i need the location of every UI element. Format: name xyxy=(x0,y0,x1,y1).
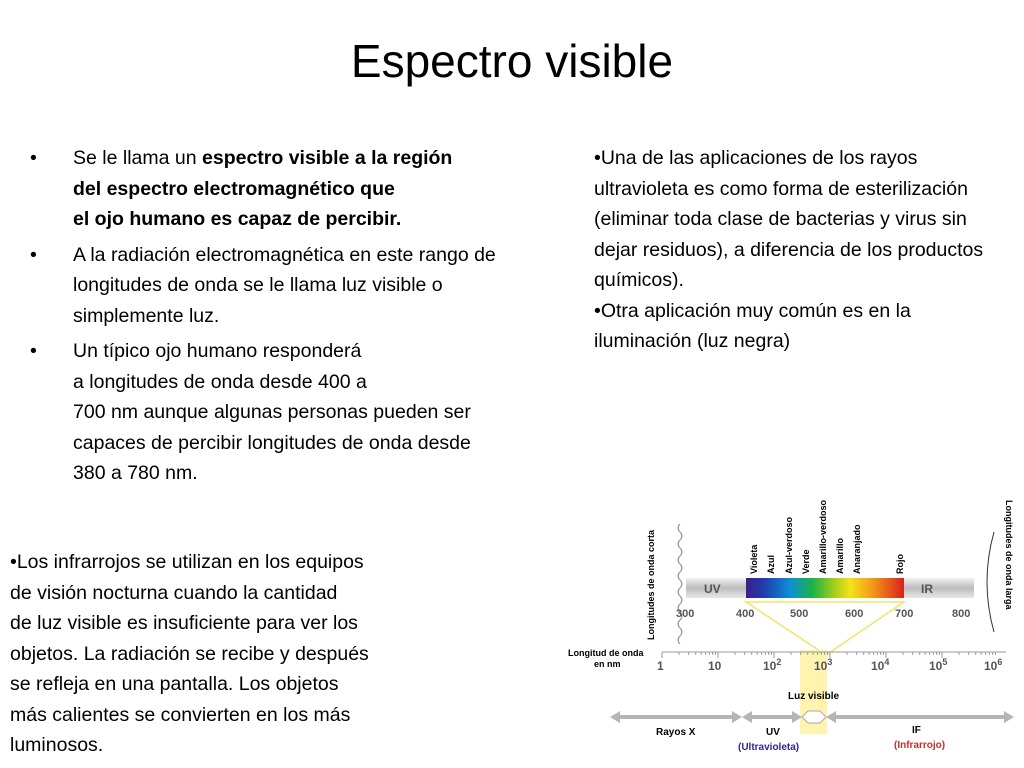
uv-band-label: UV xyxy=(704,582,721,596)
bullet-line: Un típico ojo humano responderá xyxy=(73,340,362,362)
ir-band xyxy=(904,578,974,598)
bullet-line xyxy=(73,204,555,235)
uv-bottom-label: UV xyxy=(766,727,780,738)
ir-arrow-head-left xyxy=(826,711,836,723)
spectrum-diagram xyxy=(558,490,1024,765)
if-sub: (Infrarrojo) xyxy=(894,740,946,751)
log-tick-label xyxy=(763,657,781,673)
left-bullet-list xyxy=(30,143,555,494)
bullet-line: 700 nm aunque algunas personas pueden ser xyxy=(73,401,471,423)
text-line: de visión nocturna cuando la cantidad xyxy=(10,581,338,604)
log-tick-label xyxy=(657,659,664,673)
nm-tick: 800 xyxy=(952,608,971,620)
nm-ticks xyxy=(676,608,970,620)
log-tick-base: 10 xyxy=(871,659,885,673)
wavelength-axis-label: Longitud de onda xyxy=(568,648,644,658)
log-tick-exp: 5 xyxy=(942,657,948,667)
log-tick-label xyxy=(708,659,722,673)
visible-light-label: Luz visible xyxy=(788,691,840,702)
bullet-line: a longitudes de onda desde 400 a xyxy=(73,370,367,393)
log-tick-exp: 6 xyxy=(997,657,1003,667)
log-tick-label xyxy=(984,657,1002,673)
log-tick-exp: 4 xyxy=(884,657,890,667)
color-label-anaranjado: Anaranjado xyxy=(852,524,862,574)
bullet-text: A la radiación electromagnética en este rango de longitudes de onda se le llama luz visible o simplemente luz. xyxy=(73,243,496,327)
log-tick-base: 10 xyxy=(929,659,943,673)
log-tick-label xyxy=(814,657,832,673)
paragraph: •Una de las aplicaciones de los rayos ultravioleta es como forma de esterilización (eliminar toda clase de bacterias y virus sin dejar residuos), a diferencia de los productos químicos). xyxy=(594,147,984,291)
log-tick-base: 10 xyxy=(763,659,777,673)
color-label-amarillo-verdoso: Amarillo-verdoso xyxy=(818,499,828,574)
bullet-item xyxy=(30,240,555,332)
bullet-line: capaces de percibir longitudes de onda desde xyxy=(73,431,471,454)
text-line: más calientes se convierten en los más xyxy=(10,703,351,726)
color-name-labels xyxy=(749,499,905,574)
short-wave-label: Longitudes de onda corta xyxy=(646,529,656,640)
bullet-bold-text: del espectro electromagnético que xyxy=(73,177,395,200)
bullet-item xyxy=(30,336,555,489)
color-label-azul: Azul xyxy=(766,555,776,574)
visible-band xyxy=(746,578,904,598)
bullet-marker: • xyxy=(30,147,37,169)
page-title: Espectro visible xyxy=(350,35,674,87)
xray-arrow-head-left xyxy=(610,711,620,723)
bullet-bold-text: el ojo humano es capaz de percibir. xyxy=(73,208,402,230)
log-tick-base: 10 xyxy=(984,659,998,673)
bullet-marker: • xyxy=(30,340,37,362)
paragraph: •Otra aplicación muy común es en la iluminación (luz negra) xyxy=(594,299,911,352)
wavelength-axis-unit: en nm xyxy=(594,659,621,669)
infrared-text xyxy=(10,547,450,761)
text-line: luminosos. xyxy=(10,734,104,756)
log-tick-base: 10 xyxy=(708,659,722,673)
log-tick-label xyxy=(871,657,889,673)
log-tick-exp: 2 xyxy=(776,657,782,667)
bullet-line: 380 a 780 nm. xyxy=(73,462,198,484)
bullet-item xyxy=(30,143,555,235)
nm-tick: 500 xyxy=(790,608,809,620)
log-tick-base: 1 xyxy=(657,659,664,673)
log-tick-exp: 3 xyxy=(827,657,833,667)
bullet-line xyxy=(73,143,555,174)
nm-tick: 300 xyxy=(676,608,695,620)
bullet-line xyxy=(73,174,555,205)
nm-tick: 400 xyxy=(736,608,755,620)
nm-tick: 600 xyxy=(845,608,864,620)
color-label-rojo: Rojo xyxy=(895,554,905,574)
bullet-marker: • xyxy=(30,243,37,266)
long-wave-bracket xyxy=(987,532,994,632)
text-line: se refleja en una pantalla. Los objetos xyxy=(10,673,339,695)
short-wave-squiggle xyxy=(678,524,682,644)
xray-arrow-head-right xyxy=(732,711,742,723)
uv-bottom-sub: (Ultravioleta) xyxy=(738,742,800,753)
text-line: objetos. La radiación se recibe y después xyxy=(10,642,369,665)
bullet-text: Se le llama un xyxy=(73,147,202,169)
text-line: •Los infrarrojos se utilizan en los equipos xyxy=(10,551,364,573)
color-label-violeta: Violeta xyxy=(749,544,759,574)
if-label: IF xyxy=(912,725,921,736)
nm-tick: 700 xyxy=(895,608,914,620)
uv-applications-text xyxy=(594,143,1004,357)
text-line: de luz visible es insuficiente para ver los xyxy=(10,612,358,634)
ir-arrow-head-right xyxy=(1004,711,1014,723)
long-wave-label: Longitudes de onda larga xyxy=(1004,500,1014,610)
xray-label: Rayos X xyxy=(656,727,696,738)
color-label-verde: Verde xyxy=(801,549,811,574)
color-label-amarillo: Amarillo xyxy=(835,537,845,574)
uv-arrow-head-left xyxy=(742,711,752,723)
log-tick-label xyxy=(929,657,947,673)
ir-band-label: IR xyxy=(921,582,933,596)
bullet-bold-text: espectro visible a la región xyxy=(202,147,453,169)
visible-range-arrow xyxy=(802,711,826,723)
visible-zoom-connector xyxy=(746,602,904,655)
color-label-azul-verdoso: Azul-verdoso xyxy=(784,516,794,574)
log-tick-labels xyxy=(657,657,1002,673)
log-tick-base: 10 xyxy=(814,659,828,673)
